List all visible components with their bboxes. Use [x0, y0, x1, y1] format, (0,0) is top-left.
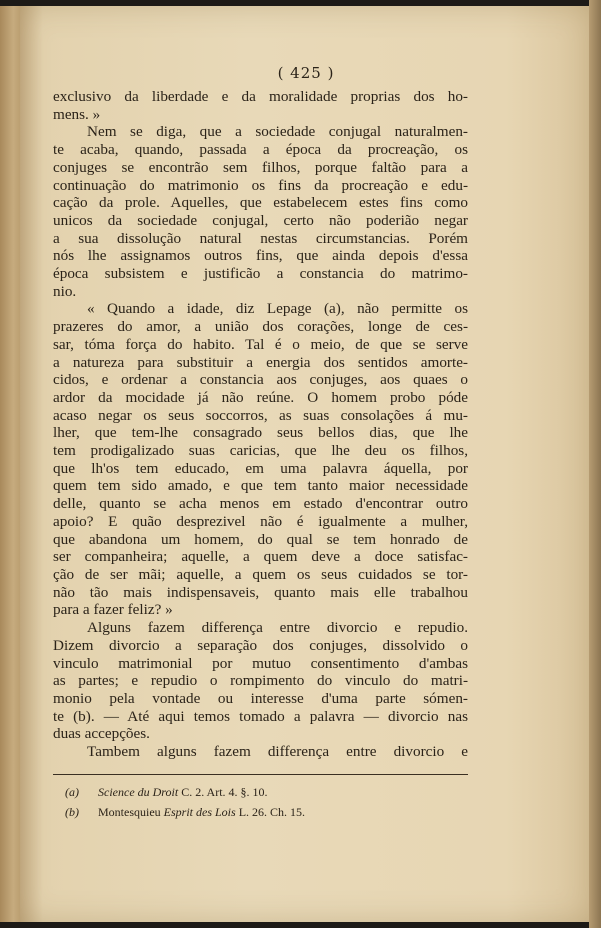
footnote-source: Esprit des Lois [163, 805, 236, 819]
body-text [53, 88, 468, 761]
footnote-a [65, 782, 465, 802]
footnote-marker: (b) [65, 805, 79, 819]
text-line: nio. [53, 282, 77, 300]
text-line: te (b). — Até aqui temos tomado a palavra — divorcio nas [53, 707, 468, 725]
text-line: a sua dissolução natural nestas circumstancias. Porém [53, 229, 468, 247]
text-line: sar, tóma força do habito. Tal é o meio, de que se serve [53, 335, 468, 353]
text-line: a natureza para substituir a energia dos sentidos amorte- [53, 353, 468, 371]
text-line: continuação do matrimonio os fins da procreação e edu- [53, 176, 468, 194]
footnotes [65, 782, 465, 822]
text-line: « Quando a idade, diz Lepage (a), não permitte os [87, 300, 468, 318]
text-line: cidos, e ordenar a constancia aos conjuges, aos quaes o [53, 371, 468, 389]
page-stack-edge [589, 0, 601, 928]
text-line: lher, que tem-lhe consagrado seus bellos dias, que lhe [53, 424, 468, 442]
text-line: unicos da sociedade conjugal, certo não poderião negar [53, 211, 468, 229]
text-line: ção de ser mãi; aquelle, a quem os seus cuidados se tor- [53, 565, 468, 583]
text-line: vinculo matrimonial por mutuo consentimento d'ambas [53, 654, 468, 672]
text-line: Dizem divorcio a separação dos conjuges, dissolvido o [53, 636, 468, 654]
text-line: ardor da mocidade já não reúne. O homem probo póde [53, 388, 468, 406]
text-line: apoio? E quão desprezivel não é igualmente a mulher, [53, 512, 468, 530]
text-line: cação da prole. Aquelles, que estabelecem estes fins como [53, 194, 468, 212]
text-line: não tão mais indispensaveis, quanto mais elle trabalhou [53, 583, 468, 601]
text-line: quem tem sido amado, e que tem tanto maior necessidade [53, 477, 468, 495]
text-line: Nem se diga, que a sociedade conjugal naturalmen- [87, 123, 468, 141]
text-line: exclusivo da liberdade e da moralidade proprias dos ho- [53, 88, 468, 105]
page-number: ( 425 ) [277, 64, 335, 82]
footnote-rule [53, 774, 468, 775]
text-line: que lh'os tem educado, em uma palavra áquella, por [53, 459, 468, 477]
footnote-reference: C. 2. Art. 4. §. 10. [181, 785, 268, 799]
text-line: tem prodigalizado suas caricias, que lhe deu os filhos, [53, 442, 468, 460]
text-line: para a fazer feliz? » [53, 601, 173, 619]
text-line: delle, quanto se acha menos em estado d'encontrar outro [53, 495, 468, 513]
text-line: acaso negar os seus soccorros, as suas consolações á mu- [53, 406, 468, 424]
footnote-reference: L. 26. Ch. 15. [238, 805, 306, 819]
text-line: ser companheira; aquelle, a quem deve a doce satisfac- [53, 548, 468, 566]
text-line: que abandona um homem, do qual se tem honrado de [53, 530, 468, 548]
footnote-author: Montesquieu [98, 805, 161, 819]
text-line: monio pela vontade ou interesse d'uma parte sómen- [53, 689, 468, 707]
text-line: nós lhe assignamos outros fins, que ainda depois d'essa [53, 247, 468, 265]
text-line: conjuges se encontrão sem filhos, porque faltão para a [53, 158, 468, 176]
text-line: Tambem alguns fazem differença entre divorcio e [87, 743, 468, 761]
facing-page-edge [0, 6, 22, 922]
text-line: as partes; e repudio o rompimento do vinculo do matri- [53, 672, 468, 690]
footnote-marker: (a) [65, 785, 79, 799]
text-line: te acaba, quando, passada a época da procreação, os [53, 141, 468, 159]
text-line: duas accepções. [53, 725, 150, 743]
text-line: Alguns fazem differença entre divorcio e repudio. [87, 619, 468, 637]
footnote-source: Science du Droit [98, 785, 179, 799]
text-line: época subsistem e justificão a constancia do matrimo- [53, 265, 468, 283]
text-line: mens. » [53, 105, 101, 123]
footnote-b [65, 802, 465, 822]
text-line: prazeres do amor, a união dos corações, longe de ces- [53, 318, 468, 336]
